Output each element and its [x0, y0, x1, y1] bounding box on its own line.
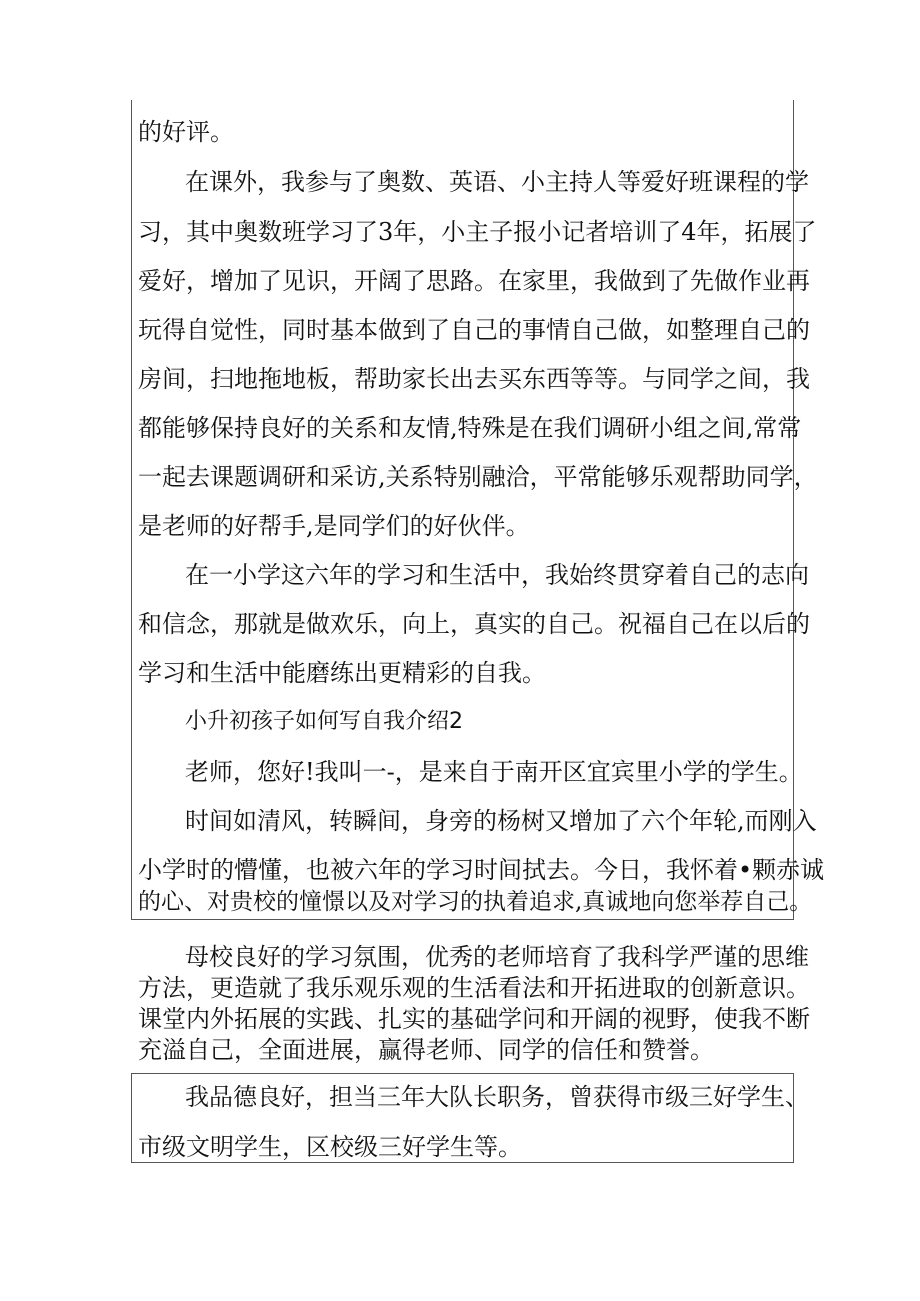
paragraph-line: 房间，扫地拖地板，帮助家长出去买东西等等。与同学之间，我	[138, 365, 810, 393]
paragraph-line: 玩得自觉性，同时基本做到了自己的事情自己做，如整理自己的	[138, 316, 810, 344]
paragraph-line: 爱好，增加了见识，开阔了思路。在家里，我做到了先做作业再	[138, 267, 810, 295]
paragraph-line: 都能够保持良好的关系和友情,特殊是在我们调研小组之间,常常	[138, 414, 802, 442]
paragraph-line: 在课外，我参与了奥数、英语、小主持人等爱好班课程的学	[185, 168, 809, 196]
paragraph-line: 习，其中奥数班学习了3年，小主子报小记者培训了4年，拓展了	[138, 218, 817, 246]
paragraph-line: 母校良好的学习氛围，优秀的老师培育了我科学严谨的思维	[185, 943, 809, 971]
paragraph-line: 的好评。	[138, 118, 234, 146]
paragraph-line: 我品德良好，担当三年大队长职务，曾获得市级三好学生、	[185, 1083, 809, 1111]
paragraph-line: 课堂内外拓展的实践、扎实的基础学问和开阔的视野，使我不断	[138, 1005, 810, 1033]
paragraph-line: 市级文明学生，区校级三好学生等。	[138, 1133, 522, 1161]
paragraph-line: 是老师的好帮手,是同学们的好伙伴。	[138, 512, 530, 540]
paragraph-line: 时间如清风，转瞬间，身旁的杨树又增加了六个年轮,而刚入	[185, 807, 817, 835]
paragraph-line: 学习和生活中能磨练出更精彩的自我。	[138, 659, 546, 687]
section-heading: 小升初孩子如何写自我介绍2	[185, 709, 463, 734]
paragraph-line: 一起去课题调研和采访,关系特别融洽，平常能够乐观帮助同学，	[138, 463, 818, 491]
paragraph-line: 的心、对贵校的憧憬以及对学习的执着追求,真诚地向您举荐自己。	[138, 889, 813, 915]
paragraph-line: 方法，更造就了我乐观乐观的生活看法和开拓进取的创新意识。	[138, 974, 810, 1002]
paragraph-line: 老师，您好!我叫一-，是来自于南开区宜宾里小学的学生。	[185, 758, 803, 786]
paragraph-line: 在一小学这六年的学习和生活中，我始终贯穿着自己的志向	[185, 561, 809, 589]
paragraph-line: 充溢自己，全面进展，赢得老师、同学的信任和赞誉。	[138, 1036, 714, 1064]
paragraph-line: 小学时的懵懂，也被六年的学习时间拭去。今日，我怀着•颗赤诚	[138, 856, 825, 884]
paragraph-line: 和信念，那就是做欢乐，向上，真实的自己。祝福自己在以后的	[138, 610, 810, 638]
